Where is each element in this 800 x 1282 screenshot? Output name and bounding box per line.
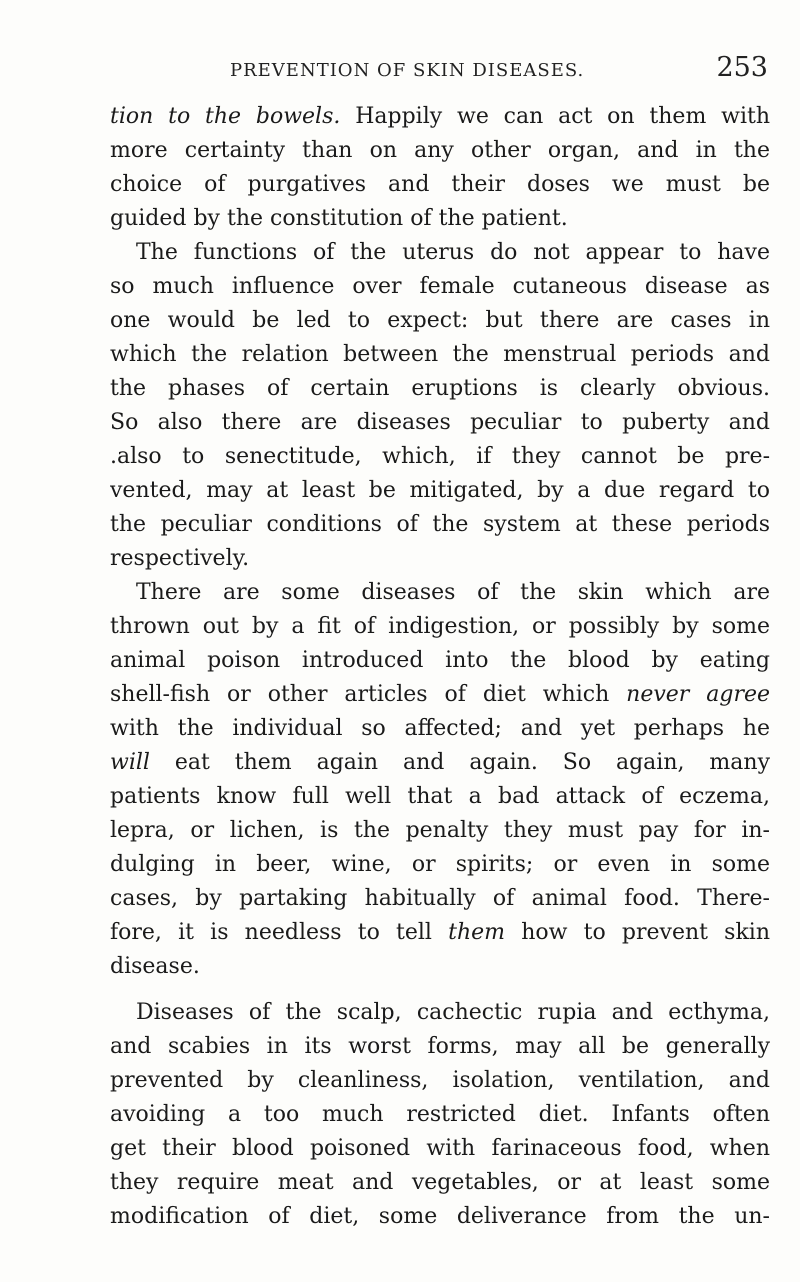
text-line [110,508,770,542]
text-segment: .also to senectitude, which, if they cannot be pre- [110,444,770,469]
text-segment: thrown out by a fit of indigestion, or possibly by some [110,614,770,639]
text-line [110,848,770,882]
text-line [110,1098,770,1132]
text-segment: prevented by cleanliness, isolation, ventilation, and [110,1068,770,1093]
text-line [110,100,770,134]
italic-text: tion to the bowels. [110,104,341,129]
text-segment: more certainty than on any other organ, and in the [110,138,770,163]
text-segment: with the individual so affected; and yet perhaps he [110,716,770,741]
text-line [110,780,770,814]
text-line [110,576,770,610]
text-segment: one would be led to expect: but there are cases in [110,308,770,333]
text-segment: modification of diet, some deliverance from the un- [110,1204,770,1229]
text-line [110,996,770,1030]
text-line [110,1132,770,1166]
text-segment: get their blood poisoned with farinaceous food, when [110,1136,770,1161]
italic-text: never agree [626,682,770,707]
text-segment: Diseases of the scalp, cachectic rupia and ecthyma, [136,1000,770,1025]
text-line [110,644,770,678]
text-segment: lepra, or lichen, is the penalty they must pay for in- [110,818,770,843]
text-line [110,236,770,270]
text-segment: respectively. [110,546,250,571]
text-line [110,168,770,202]
text-segment: Happily we can act on them with [340,104,770,129]
text-segment: the peculiar conditions of the system at these periods [110,512,770,537]
text-line [110,814,770,848]
text-segment: vented, may at least be mitigated, by a due regard to [110,478,770,503]
text-segment: the phases of certain eruptions is clearly obvious. [110,376,770,401]
text-segment: guided by the constitution of the patient. [110,206,568,231]
text-line [110,610,770,644]
text-segment: disease. [110,954,200,979]
page-number: 253 [716,52,768,83]
text-line [110,950,770,984]
text-line [110,1064,770,1098]
text-line [110,304,770,338]
text-line [110,474,770,508]
text-segment: dulging in beer, wine, or spirits; or even in some [110,852,770,877]
text-segment: how to prevent skin [505,920,770,945]
text-segment: fore, it is needless to tell [110,920,449,945]
running-title: PREVENTION OF SKIN DISEASES. [230,60,585,81]
text-line [110,134,770,168]
text-line [110,916,770,950]
text-segment: The functions of the uterus do not appear to have [136,240,770,265]
text-segment: shell-fish or other articles of diet which [110,682,627,707]
text-line [110,1030,770,1064]
text-line [110,372,770,406]
text-segment: they require meat and vegetables, or at least some [110,1170,770,1195]
text-line [110,542,770,576]
text-segment: choice of purgatives and their doses we must be [110,172,770,197]
text-line [110,712,770,746]
text-segment: which the relation between the menstrual periods and [110,342,770,367]
text-line [110,882,770,916]
text-line [110,440,770,474]
text-segment: eat them again and again. So again, many [149,750,770,775]
text-segment: animal poison introduced into the blood by eating [110,648,770,673]
text-segment: so much influence over female cutaneous disease as [110,274,770,299]
text-segment: cases, by partaking habitually of animal food. There- [110,886,770,911]
text-line [110,1200,770,1234]
text-line [110,746,770,780]
text-segment: and scabies in its worst forms, may all be generally [110,1034,770,1059]
text-segment: patients know full well that a bad attack of eczema, [110,784,770,809]
text-line [110,406,770,440]
body-text [110,100,770,1234]
text-segment: avoiding a too much restricted diet. Infants often [110,1102,770,1127]
text-segment: There are some diseases of the skin which are [136,580,770,605]
text-line [110,270,770,304]
text-line [110,678,770,712]
running-head [110,52,770,88]
text-line [110,1166,770,1200]
text-line [110,202,770,236]
text-line [110,338,770,372]
text-segment: So also there are diseases peculiar to puberty and [110,410,770,435]
italic-text: them [448,920,506,945]
italic-text: will [110,750,150,775]
